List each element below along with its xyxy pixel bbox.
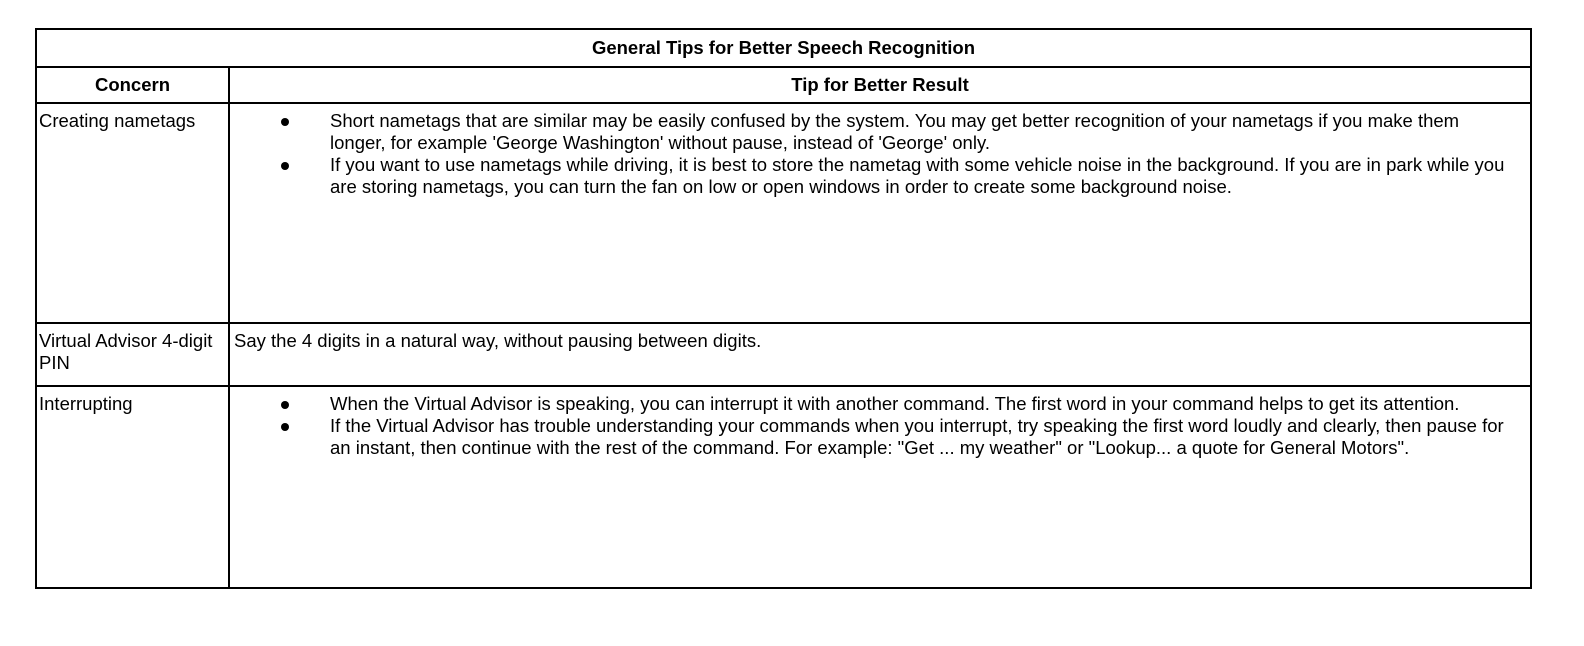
concern-cell: Creating nametags bbox=[36, 103, 229, 323]
tip-text: Short nametags that are similar may be easily confused by the system. You may get better recognition of your nametags if you make them longer, for example 'George Washington' without pause, instead of 'George' only. bbox=[330, 110, 1460, 153]
tip-list bbox=[272, 393, 1518, 459]
tip-text: If the Virtual Advisor has trouble understanding your commands when you interrupt, try speaking the first word loudly and clearly, then pause for an instant, then continue with the rest of the command. For example: "Get ... my weather" or "Lookup... a quote for General Motors". bbox=[330, 415, 1504, 458]
tip-item bbox=[272, 154, 1518, 198]
bullet-icon bbox=[281, 118, 289, 126]
tip-cell bbox=[229, 103, 1531, 323]
tip-text: When the Virtual Advisor is speaking, you can interrupt it with another command. The first word in your command helps to get its attention. bbox=[330, 393, 1460, 414]
header-row bbox=[36, 67, 1531, 103]
bullet-icon bbox=[281, 401, 289, 409]
bullet-icon bbox=[281, 162, 289, 170]
concern-cell: Virtual Advisor 4-digit PIN bbox=[36, 323, 229, 386]
concern-cell: Interrupting bbox=[36, 386, 229, 588]
table-title: General Tips for Better Speech Recognition bbox=[36, 29, 1531, 67]
tip-text: If you want to use nametags while driving, it is best to store the nametag with some vehicle noise in the background. If you are in park while you are storing nametags, you can turn the fan on low or open windows in order to create some background noise. bbox=[330, 154, 1505, 197]
tip-item bbox=[272, 110, 1518, 154]
tip-cell bbox=[229, 386, 1531, 588]
tip-list bbox=[272, 110, 1518, 198]
table-row bbox=[36, 103, 1531, 323]
tips-table bbox=[35, 28, 1532, 589]
column-header-concern: Concern bbox=[36, 67, 229, 103]
column-header-tip: Tip for Better Result bbox=[229, 67, 1531, 103]
bullet-icon bbox=[281, 423, 289, 431]
title-row bbox=[36, 29, 1531, 67]
tip-item bbox=[272, 415, 1518, 459]
table-row bbox=[36, 386, 1531, 588]
table-row bbox=[36, 323, 1531, 386]
tip-item bbox=[272, 393, 1518, 415]
tip-cell: Say the 4 digits in a natural way, without pausing between digits. bbox=[229, 323, 1531, 386]
